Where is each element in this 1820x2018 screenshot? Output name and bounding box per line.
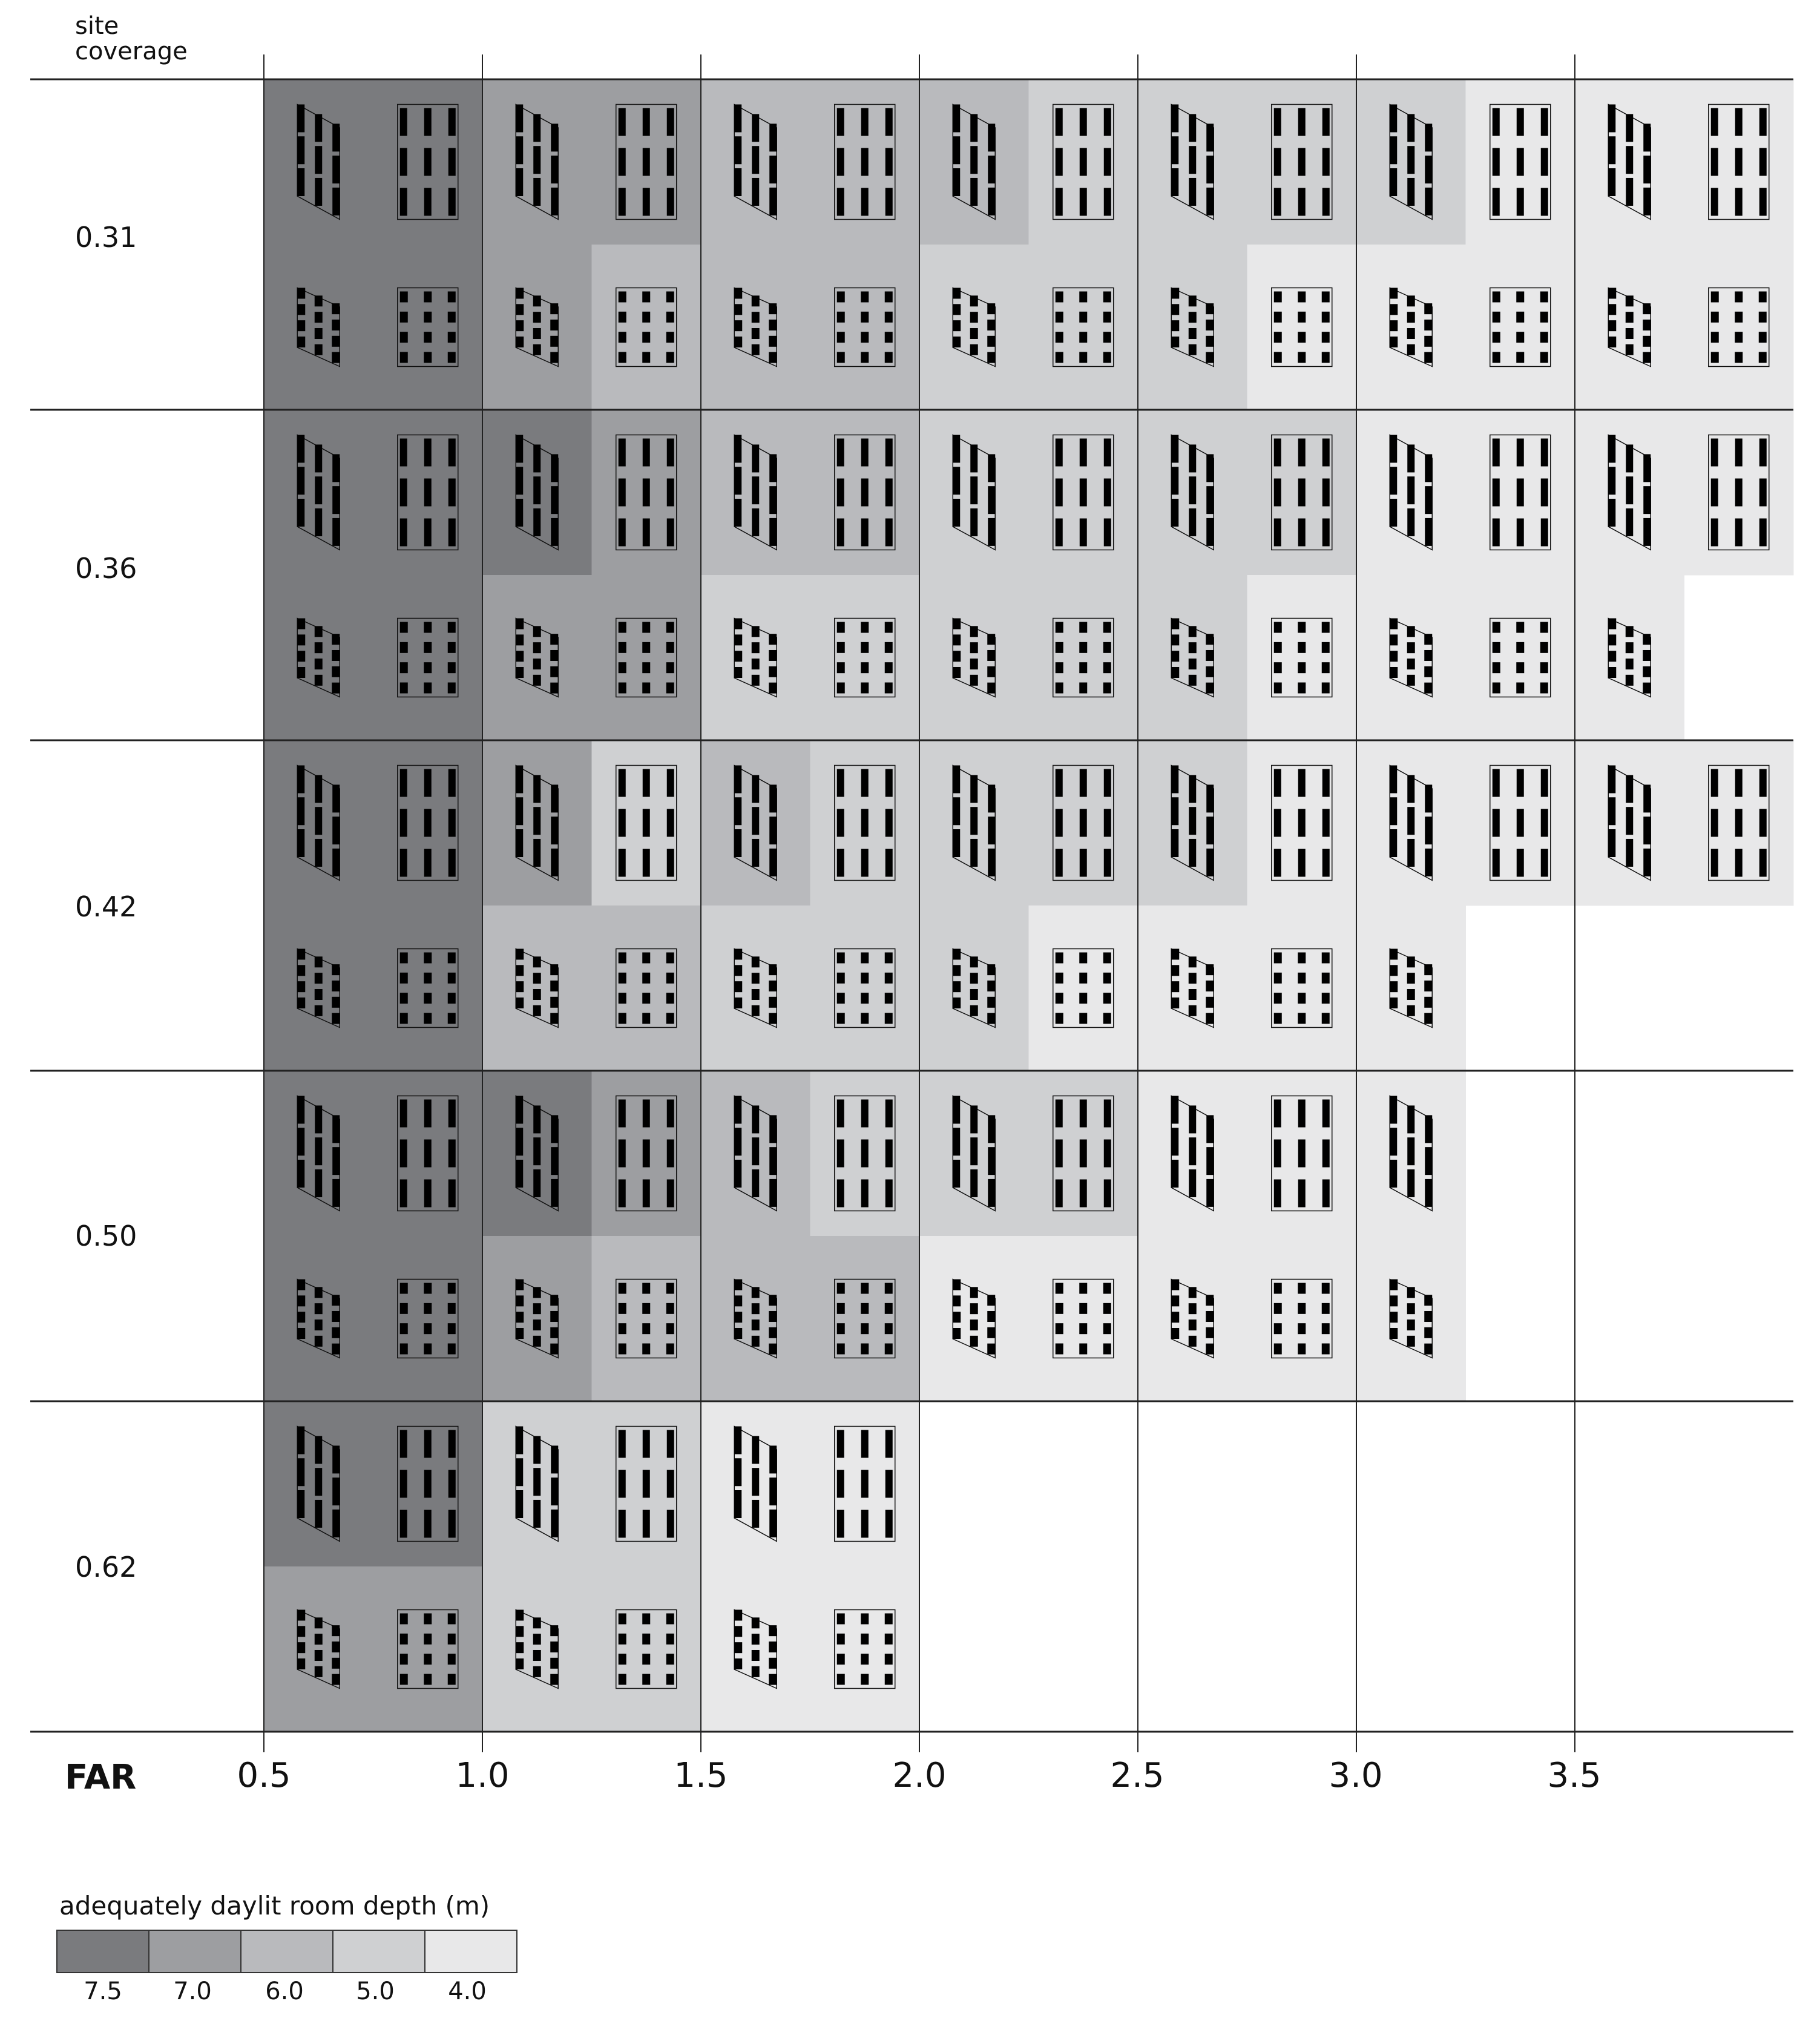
heatmap-cell: [373, 1566, 483, 1732]
building-front-icon: [1709, 435, 1769, 550]
building-front-icon: [1272, 435, 1332, 550]
heatmap-cell: [919, 245, 1029, 410]
heatmap-cell: [1247, 1236, 1357, 1402]
building-front-icon: [835, 435, 895, 550]
heatmap-cell: [592, 1566, 701, 1732]
legend-swatch-5.0: [333, 1930, 425, 1973]
heatmap-cell: [1029, 1236, 1138, 1402]
heatmap-cell: [482, 1566, 592, 1732]
far-tick-3.5: 3.5: [1547, 1756, 1602, 1795]
heatmap-cells: [264, 79, 1794, 1732]
heatmap-cell: [810, 1236, 920, 1402]
row-label-0.31: 0.31: [75, 221, 137, 254]
far-tick-0.5: 0.5: [237, 1756, 291, 1795]
heatmap-cell: [1356, 905, 1466, 1071]
legend-label-6.0: 6.0: [265, 1977, 304, 2005]
building-front-icon: [1490, 766, 1551, 881]
heatmap-cell: [919, 575, 1029, 741]
heatmap-cell: [482, 1236, 592, 1402]
building-front-icon: [398, 766, 458, 881]
y-axis-title-line1: site: [75, 12, 119, 40]
heatmap-cell: [264, 575, 373, 741]
y-axis-title-line2: coverage: [75, 38, 188, 65]
building-front-icon: [398, 1096, 458, 1211]
building-front-icon: [616, 105, 677, 220]
heatmap-cell: [1138, 245, 1247, 410]
far-tick-2.5: 2.5: [1110, 1756, 1165, 1795]
heatmap-cell: [919, 1236, 1029, 1402]
building-front-icon: [1709, 766, 1769, 881]
building-front-icon: [398, 435, 458, 550]
legend-swatches: [57, 1930, 517, 1973]
heatmap-cell: [810, 575, 920, 741]
heatmap-cell: [1356, 1236, 1466, 1402]
building-front-icon: [1709, 105, 1769, 220]
heatmap-cell: [592, 905, 701, 1071]
heatmap-cell: [1247, 905, 1357, 1071]
building-front-icon: [1053, 766, 1114, 881]
heatmap-cell: [1356, 575, 1466, 741]
heatmap-cell: [701, 905, 810, 1071]
heatmap-cell: [1575, 245, 1684, 410]
heatmap-cell: [592, 1236, 701, 1402]
heatmap-cell: [1138, 575, 1247, 741]
heatmap-cell: [701, 245, 810, 410]
building-front-icon: [1490, 435, 1551, 550]
heatmap-cell: [1029, 575, 1138, 741]
heatmap-cell: [264, 1236, 373, 1402]
legend-swatch-7.0: [149, 1930, 241, 1973]
legend-label-4.0: 4.0: [448, 1977, 487, 2005]
heatmap-cell: [264, 245, 373, 410]
heatmap-cell: [1684, 245, 1794, 410]
building-front-icon: [616, 1427, 677, 1542]
far-tick-1.0: 1.0: [455, 1756, 510, 1795]
building-front-icon: [1053, 435, 1114, 550]
building-front-icon: [1272, 1096, 1332, 1211]
heatmap-cell: [810, 245, 920, 410]
row-label-0.42: 0.42: [75, 890, 137, 923]
building-front-icon: [398, 1427, 458, 1542]
heatmap-cell: [810, 1566, 920, 1732]
heatmap-cell: [592, 575, 701, 741]
building-front-icon: [835, 105, 895, 220]
building-front-icon: [616, 435, 677, 550]
heatmap-cell: [373, 245, 483, 410]
heatmap-cell: [482, 245, 592, 410]
x-axis-title: FAR: [65, 1758, 137, 1797]
heatmap-cell: [1356, 245, 1466, 410]
far-tick-2.0: 2.0: [892, 1756, 947, 1795]
row-label-0.50: 0.50: [75, 1220, 137, 1252]
building-front-icon: [1053, 1096, 1114, 1211]
far-tick-3.0: 3.0: [1329, 1756, 1383, 1795]
legend-title: adequately daylit room depth (m): [59, 1891, 490, 1921]
legend-label-5.0: 5.0: [356, 1977, 395, 2005]
heatmap-cell: [1247, 245, 1357, 410]
row-label-0.62: 0.62: [75, 1551, 137, 1583]
heatmap-cell: [701, 575, 810, 741]
heatmap-cell: [264, 905, 373, 1071]
building-front-icon: [1272, 105, 1332, 220]
heatmap-cell: [1466, 575, 1575, 741]
heatmap-cell: [1138, 1236, 1247, 1402]
building-front-icon: [835, 1096, 895, 1211]
heatmap-cell: [264, 1566, 373, 1732]
far-tick-1.5: 1.5: [674, 1756, 728, 1795]
heatmap-cell: [482, 575, 592, 741]
heatmap-cell: [1138, 905, 1247, 1071]
heatmap-cell: [701, 1566, 810, 1732]
heatmap-cell: [810, 905, 920, 1071]
legend-swatch-4.0: [425, 1930, 517, 1973]
legend-label-7.0: 7.0: [173, 1977, 212, 2005]
building-front-icon: [835, 1427, 895, 1542]
building-front-icon: [835, 766, 895, 881]
building-front-icon: [1053, 105, 1114, 220]
building-front-icon: [1272, 766, 1332, 881]
legend-label-7.5: 7.5: [84, 1977, 122, 2005]
heatmap-cell: [373, 1236, 483, 1402]
heatmap-cell: [1575, 575, 1684, 741]
heatmap-cell: [482, 905, 592, 1071]
heatmap-cell: [1029, 905, 1138, 1071]
heatmap-cell: [373, 905, 483, 1071]
heatmap-cell: [919, 905, 1029, 1071]
building-front-icon: [616, 1096, 677, 1211]
heatmap-cell: [701, 1236, 810, 1402]
building-front-icon: [398, 105, 458, 220]
heatmap-cell: [1466, 245, 1575, 410]
heatmap-cell: [373, 575, 483, 741]
row-label-0.36: 0.36: [75, 552, 137, 585]
legend-swatch-7.5: [57, 1930, 149, 1973]
heatmap-cell: [1029, 245, 1138, 410]
heatmap-cell: [1247, 575, 1357, 741]
building-front-icon: [1490, 105, 1551, 220]
building-front-icon: [616, 766, 677, 881]
heatmap-cell: [592, 245, 701, 410]
legend-swatch-6.0: [241, 1930, 333, 1973]
